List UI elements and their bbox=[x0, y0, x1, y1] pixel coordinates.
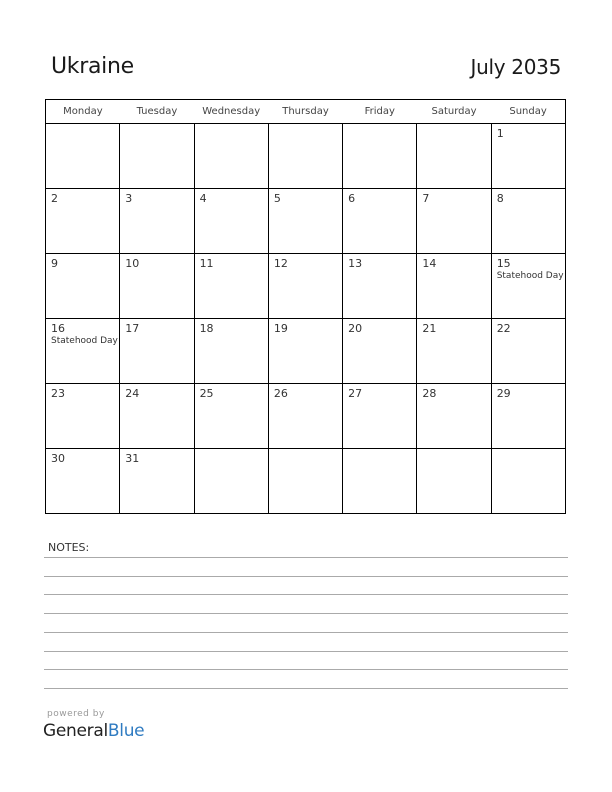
holiday-label: Statehood Day bbox=[496, 271, 564, 281]
day-number: 7 bbox=[422, 192, 430, 205]
week-row bbox=[46, 319, 566, 384]
week-row bbox=[46, 449, 566, 514]
day-cell bbox=[417, 254, 491, 319]
brand-blue: Blue bbox=[107, 721, 145, 741]
day-number bbox=[492, 449, 565, 452]
day-number: 27 bbox=[348, 387, 363, 400]
day-number: 24 bbox=[125, 387, 140, 400]
day-cell bbox=[417, 384, 491, 449]
day-cell bbox=[417, 449, 491, 514]
weekday-header-row bbox=[46, 100, 566, 124]
day-number: 5 bbox=[273, 192, 281, 205]
day-number: 29 bbox=[496, 387, 511, 400]
day-number bbox=[343, 124, 416, 127]
day-cell bbox=[120, 449, 194, 514]
week-row bbox=[46, 384, 566, 449]
day-cell bbox=[120, 319, 194, 384]
day-number: 15 bbox=[496, 257, 511, 270]
day-cell bbox=[491, 254, 565, 319]
day-number: 31 bbox=[125, 452, 140, 465]
day-number: 12 bbox=[273, 257, 288, 270]
day-cell bbox=[343, 384, 417, 449]
day-number: 22 bbox=[496, 322, 511, 335]
day-cell bbox=[194, 254, 268, 319]
day-cell bbox=[46, 319, 120, 384]
day-number: 25 bbox=[199, 387, 214, 400]
day-cell bbox=[268, 189, 342, 254]
day-number: 30 bbox=[51, 452, 65, 465]
notes-line bbox=[44, 669, 568, 670]
day-number: 6 bbox=[348, 192, 356, 205]
day-number: 13 bbox=[348, 257, 363, 270]
day-number: 8 bbox=[496, 192, 504, 205]
day-cell bbox=[343, 254, 417, 319]
day-number: 14 bbox=[422, 257, 437, 270]
week-row bbox=[46, 254, 566, 319]
country-title: Ukraine bbox=[51, 54, 134, 79]
day-number bbox=[46, 124, 119, 127]
weekday-saturday: Saturday bbox=[417, 100, 491, 124]
weekday-sunday: Sunday bbox=[491, 100, 565, 124]
day-cell bbox=[268, 254, 342, 319]
day-cell bbox=[120, 189, 194, 254]
day-cell bbox=[343, 124, 417, 189]
day-cell bbox=[268, 124, 342, 189]
day-cell bbox=[268, 319, 342, 384]
day-number: 19 bbox=[273, 322, 288, 335]
day-cell bbox=[46, 384, 120, 449]
day-number bbox=[417, 449, 490, 452]
day-number: 18 bbox=[199, 322, 214, 335]
notes-line bbox=[44, 632, 568, 633]
weekday-monday: Monday bbox=[46, 100, 120, 124]
week-row bbox=[46, 124, 566, 189]
notes-line bbox=[44, 651, 568, 652]
day-number bbox=[269, 124, 342, 127]
day-cell bbox=[491, 449, 565, 514]
day-number: 17 bbox=[125, 322, 140, 335]
notes-line bbox=[44, 576, 568, 577]
day-number: 28 bbox=[422, 387, 437, 400]
day-cell bbox=[343, 189, 417, 254]
day-number bbox=[120, 124, 193, 127]
day-cell bbox=[491, 384, 565, 449]
day-cell bbox=[194, 449, 268, 514]
day-cell bbox=[46, 189, 120, 254]
day-number bbox=[195, 449, 268, 452]
day-cell bbox=[268, 384, 342, 449]
day-cell bbox=[268, 449, 342, 514]
notes-line bbox=[44, 557, 568, 558]
day-cell bbox=[46, 254, 120, 319]
day-cell bbox=[194, 124, 268, 189]
day-cell bbox=[417, 189, 491, 254]
notes-line bbox=[44, 613, 568, 614]
day-number: 4 bbox=[199, 192, 207, 205]
day-number: 3 bbox=[125, 192, 133, 205]
day-cell bbox=[491, 189, 565, 254]
day-number: 11 bbox=[199, 257, 214, 270]
day-number: 23 bbox=[51, 387, 65, 400]
day-cell bbox=[120, 384, 194, 449]
day-number: 21 bbox=[422, 322, 437, 335]
day-number: 10 bbox=[125, 257, 140, 270]
weekday-tuesday: Tuesday bbox=[120, 100, 194, 124]
day-cell bbox=[417, 319, 491, 384]
day-cell bbox=[491, 124, 565, 189]
powered-by-text: powered by bbox=[47, 709, 105, 719]
holiday-label: Statehood Day bbox=[51, 336, 118, 346]
day-cell bbox=[194, 319, 268, 384]
day-number: 20 bbox=[348, 322, 363, 335]
day-number: 16 bbox=[51, 322, 65, 335]
day-cell bbox=[120, 124, 194, 189]
day-number: 1 bbox=[496, 127, 504, 140]
weekday-wednesday: Wednesday bbox=[194, 100, 268, 124]
brand-general: General bbox=[43, 721, 108, 741]
day-number: 2 bbox=[51, 192, 58, 205]
day-cell bbox=[194, 384, 268, 449]
day-cell bbox=[46, 124, 120, 189]
day-number bbox=[343, 449, 416, 452]
day-number bbox=[417, 124, 490, 127]
day-number: 26 bbox=[273, 387, 288, 400]
day-cell bbox=[194, 189, 268, 254]
weekday-thursday: Thursday bbox=[268, 100, 342, 124]
day-cell bbox=[120, 254, 194, 319]
day-cell bbox=[491, 319, 565, 384]
week-row bbox=[46, 189, 566, 254]
day-number bbox=[195, 124, 268, 127]
day-cell bbox=[343, 449, 417, 514]
generalblue-logo bbox=[43, 721, 144, 741]
notes-line bbox=[44, 688, 568, 689]
day-cell bbox=[46, 449, 120, 514]
month-year-title: July 2035 bbox=[470, 55, 561, 79]
day-number bbox=[269, 449, 342, 452]
day-number: 9 bbox=[51, 257, 58, 270]
notes-line bbox=[44, 594, 568, 595]
day-cell bbox=[343, 319, 417, 384]
day-cell bbox=[417, 124, 491, 189]
weekday-friday: Friday bbox=[343, 100, 417, 124]
calendar-grid bbox=[45, 99, 566, 514]
notes-label: NOTES: bbox=[48, 541, 90, 554]
